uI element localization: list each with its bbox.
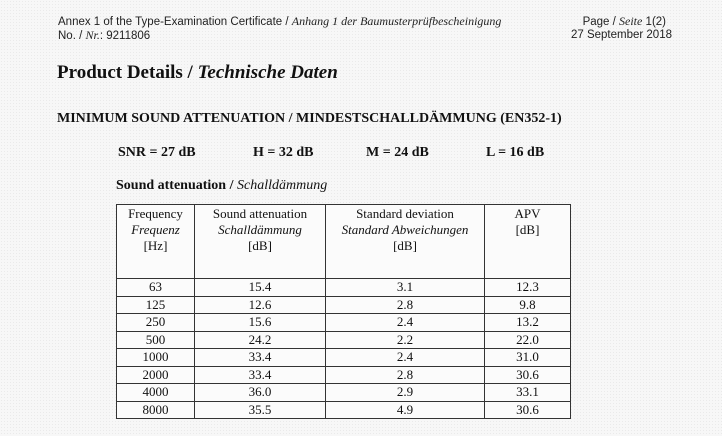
cell-apv: 9.8 xyxy=(485,296,571,314)
cell-attenuation: 33.4 xyxy=(195,366,326,384)
section-heading: MINIMUM SOUND ATTENUATION / MINDESTSCHALLDÄMMUNG (EN352-1) xyxy=(57,111,562,126)
table-caption-de: Schalldämmung xyxy=(236,178,328,193)
cell-attenuation: 36.0 xyxy=(195,384,326,402)
table-caption xyxy=(116,178,327,194)
rating-snr: SNR = 27 dB xyxy=(118,145,196,160)
header-no-en: No. / xyxy=(58,30,83,42)
cell-frequency: 500 xyxy=(117,331,195,349)
header-annex-en: Annex 1 of the Type-Examination Certificate / xyxy=(58,16,289,28)
table-caption-en: Sound attenuation / xyxy=(116,178,234,193)
cell-attenuation: 24.2 xyxy=(195,331,326,349)
table-row xyxy=(117,366,571,384)
header-deviation-unit: [dB] xyxy=(393,238,417,253)
cell-frequency: 2000 xyxy=(117,366,195,384)
header-frequency xyxy=(117,205,195,279)
table-header-row xyxy=(117,205,571,279)
table-row xyxy=(117,296,571,314)
header-deviation xyxy=(326,205,485,279)
cell-apv: 30.6 xyxy=(485,401,571,419)
header-apv-en: APV xyxy=(514,206,541,221)
page-title xyxy=(57,62,338,84)
rating-m: M = 24 dB xyxy=(366,145,429,160)
header-page-de: Seite xyxy=(619,14,643,28)
cell-frequency: 250 xyxy=(117,314,195,332)
cell-deviation: 2.8 xyxy=(326,366,485,384)
cell-frequency: 125 xyxy=(117,296,195,314)
header-no-de: Nr. xyxy=(85,28,100,42)
header-no-value: : 9211806 xyxy=(99,30,151,42)
header-page-en: Page / xyxy=(582,16,616,28)
cell-frequency: 63 xyxy=(117,279,195,297)
cell-attenuation: 15.6 xyxy=(195,314,326,332)
header-page-line xyxy=(583,15,666,29)
cell-apv: 31.0 xyxy=(485,349,571,367)
cell-frequency: 1000 xyxy=(117,349,195,367)
table-row xyxy=(117,314,571,332)
rating-l: L = 16 dB xyxy=(486,145,545,160)
cell-apv: 12.3 xyxy=(485,279,571,297)
cell-deviation: 2.8 xyxy=(326,296,485,314)
cell-attenuation: 15.4 xyxy=(195,279,326,297)
header-annex-line xyxy=(58,15,501,29)
header-deviation-en: Standard deviation xyxy=(356,206,454,221)
table-row xyxy=(117,279,571,297)
cell-deviation: 2.9 xyxy=(326,384,485,402)
page-title-en: Product Details / xyxy=(57,62,193,83)
cell-apv: 22.0 xyxy=(485,331,571,349)
header-frequency-en: Frequency xyxy=(128,206,183,221)
table-row xyxy=(117,401,571,419)
cell-apv: 13.2 xyxy=(485,314,571,332)
page-title-de: Technische Daten xyxy=(197,62,338,83)
cell-attenuation: 33.4 xyxy=(195,349,326,367)
cell-deviation: 2.2 xyxy=(326,331,485,349)
header-attenuation-de: Schalldämmung xyxy=(218,222,302,237)
header-date: 27 September 2018 xyxy=(570,29,672,41)
header-attenuation-unit: [dB] xyxy=(248,238,272,253)
cell-frequency: 4000 xyxy=(117,384,195,402)
cell-frequency: 8000 xyxy=(117,401,195,419)
cell-deviation: 4.9 xyxy=(326,401,485,419)
header-number-line xyxy=(58,29,150,43)
header-annex-de: Anhang 1 der Baumusterprüfbescheinigung xyxy=(291,14,502,28)
header-apv-unit: [dB] xyxy=(515,222,540,237)
header-attenuation xyxy=(195,205,326,279)
cell-apv: 33.1 xyxy=(485,384,571,402)
table-row xyxy=(117,349,571,367)
cell-apv: 30.6 xyxy=(485,366,571,384)
header-frequency-unit: [Hz] xyxy=(143,238,168,253)
cell-attenuation: 35.5 xyxy=(195,401,326,419)
header-apv xyxy=(485,205,571,279)
rating-h: H = 32 dB xyxy=(253,145,314,160)
cell-attenuation: 12.6 xyxy=(195,296,326,314)
cell-deviation: 2.4 xyxy=(326,314,485,332)
header-attenuation-en: Sound attenuation xyxy=(212,206,308,221)
cell-deviation: 2.4 xyxy=(326,349,485,367)
header-frequency-de: Frequenz xyxy=(131,222,180,237)
table-row xyxy=(117,331,571,349)
attenuation-table xyxy=(116,204,571,419)
header-page-value: 1(2) xyxy=(645,16,666,28)
table-row xyxy=(117,384,571,402)
header-deviation-de: Standard Abweichungen xyxy=(341,222,469,237)
cell-deviation: 3.1 xyxy=(326,279,485,297)
